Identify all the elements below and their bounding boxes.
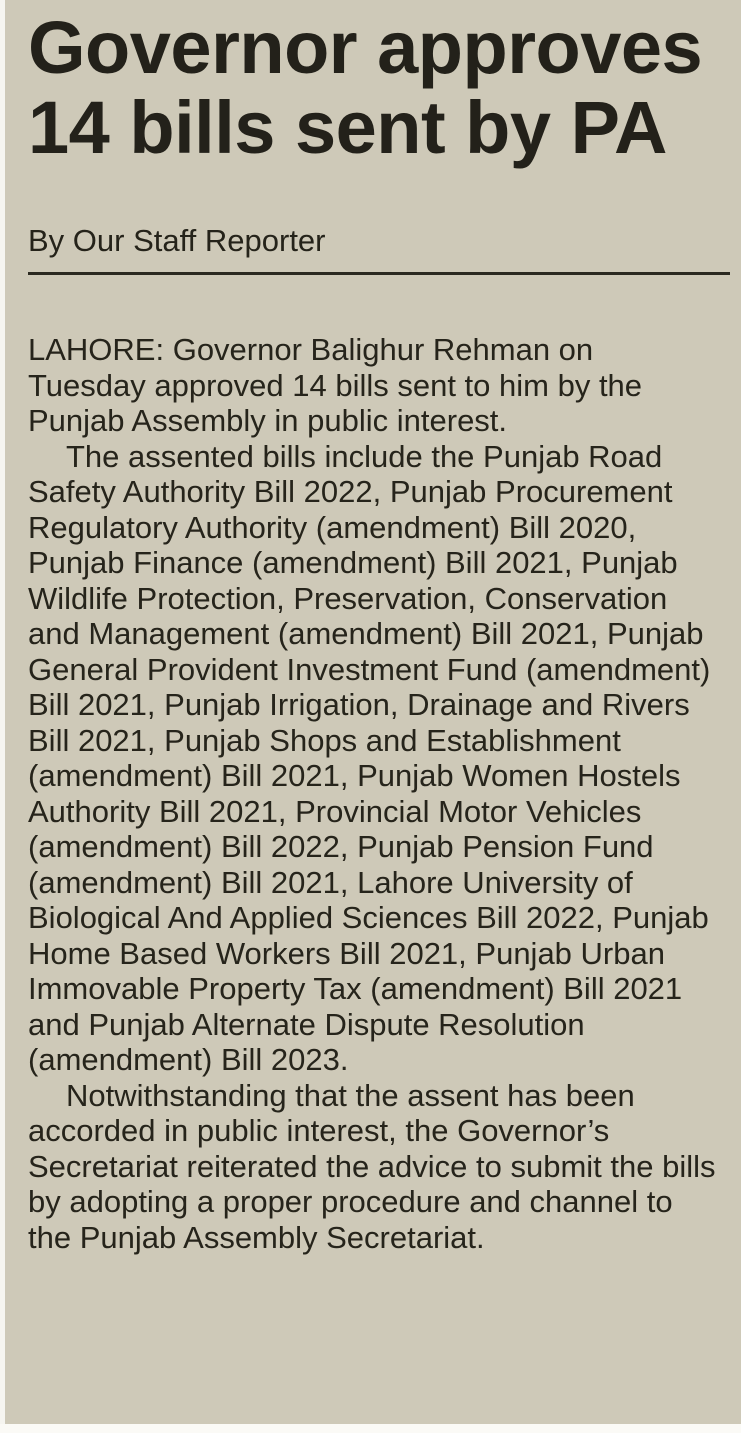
- article-byline: By Our Staff Reporter: [28, 223, 326, 258]
- article-headline: Governor approves 14 bills sent by PA: [28, 6, 703, 169]
- byline-divider: [28, 272, 730, 275]
- article-page: [5, 0, 741, 1424]
- scan-edge-bottom: [0, 1424, 741, 1433]
- article-paragraph: LAHORE: Governor Balighur Rehman on Tuesday approved 14 bills sent to him by the Punjab Assembly in public interest.: [28, 332, 643, 438]
- article-body: [28, 332, 716, 1255]
- article-paragraph: The assented bills include the Punjab Road Safety Authority Bill 2022, Punjab Procurement Regulatory Authority (amendment) Bill 2020, Punjab Finance (amendment) Bill 2021, Punjab Wildlife Protection, Preservation, Conservation and Management (amendment) Bill 2021, Punjab General Provident Investment Fund (amendment) Bill 2021, Punjab Irrigation, Drainage and Rivers Bill 2021, Punjab Shops and Establishment (amendment) Bill 2021, Punjab Women Hostels Authority Bill 2021, Provincial Motor Vehicles (amendment) Bill 2022, Punjab Pension Fund (amendment) Bill 2021, Lahore University of Biological And Applied Sciences Bill 2022, Punjab Home Based Workers Bill 2021, Punjab Urban Immovable Property Tax (amendment) Bill 2021 and Punjab Alternate Dispute Resolution (amendment) Bill 2023.: [28, 438, 711, 1077]
- article-paragraph: Notwithstanding that the assent has been accorded in public interest, the Governor’s Secretariat reiterated the advice to submit the bills by adopting a proper procedure and channel to the Punjab Assembly Secretariat.: [28, 1077, 716, 1255]
